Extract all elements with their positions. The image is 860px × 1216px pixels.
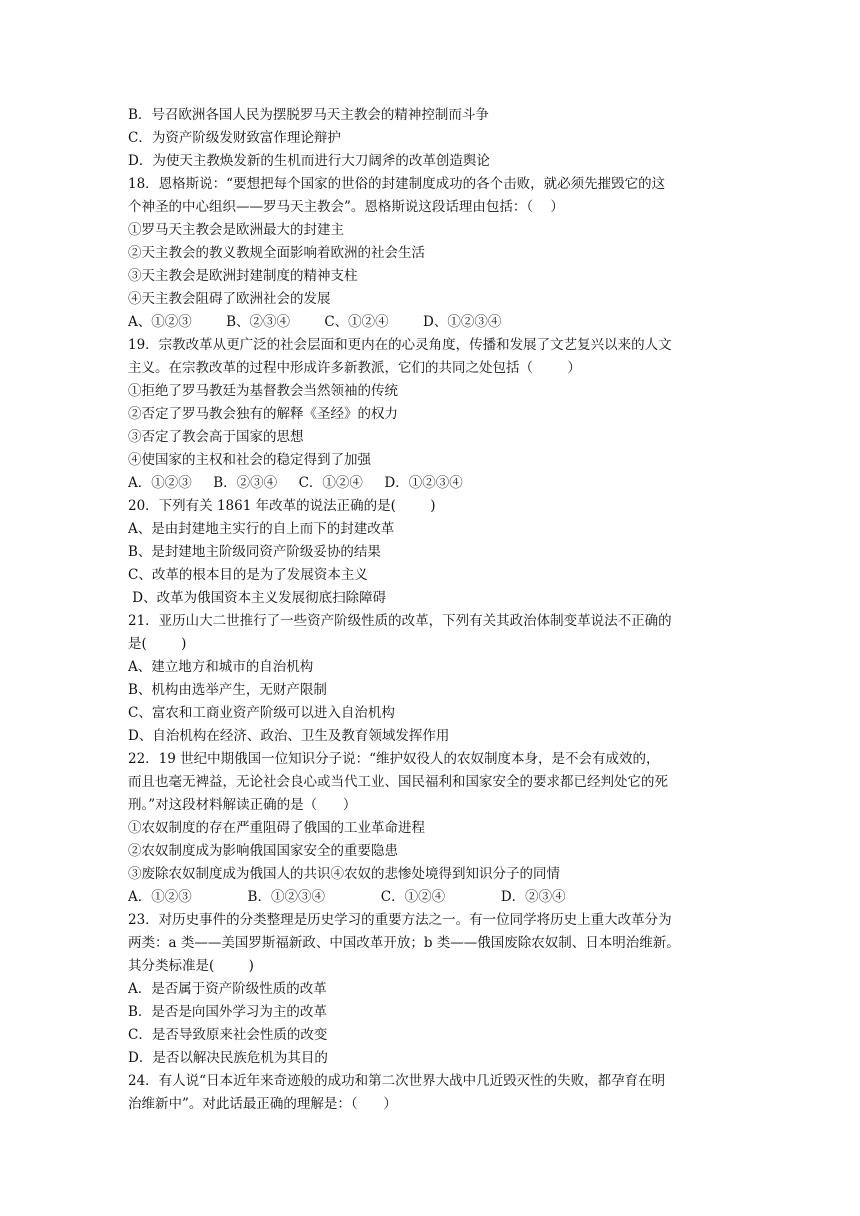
- question-21-line: 21．亚历山大二世推行了一些资产阶级性质的改革，下列有关其政治体制变革说法不正确的: [128, 613, 672, 629]
- text-line: 其分类标准是( ): [128, 958, 254, 974]
- text-line: ①罗马天主教会是欧洲最大的封建主: [128, 222, 344, 238]
- answer-options: A、①②③ B、②③④ C、①②④ D、①②③④: [128, 314, 502, 330]
- text-line: D．是否以解决民族危机为其目的: [128, 1050, 328, 1066]
- question-18-line: 18．恩格斯说：“要想把每个国家的世俗的封建制度成功的各个击败，就必须先摧毁它的这: [128, 176, 666, 192]
- text-line: B．号召欧洲各国人民为摆脱罗马天主教会的精神控制而斗争: [128, 107, 489, 123]
- text-line: C、富农和工商业资产阶级可以进入自治机构: [128, 705, 395, 721]
- text-line: A、是由封建地主实行的自上而下的封建改革: [128, 521, 395, 537]
- text-line: ③废除农奴制度成为俄国人的共识④农奴的悲惨处境得到知识分子的同情: [128, 866, 560, 882]
- text-line: B、机构由选举产生，无财产限制: [128, 682, 327, 698]
- question-24-line: 24．有人说“日本近年来奇迹般的成功和第二次世界大战中几近毁灭性的失败，都孕育在明: [128, 1073, 666, 1089]
- question-23-line: 23．对历史事件的分类整理是历史学习的重要方法之一。有一位同学将历史上重大改革分为: [128, 912, 672, 928]
- text-line: 治维新中”。对此话最正确的理解是：（ ）: [128, 1096, 397, 1112]
- text-line: 两类：a 类——美国罗斯福新政、中国改革开放；b 类——俄国废除农奴制、日本明治维新。: [128, 935, 680, 951]
- text-line: ③否定了教会高于国家的思想: [128, 429, 304, 445]
- text-line: A．是否属于资产阶级性质的改革: [128, 981, 327, 997]
- text-line: D．为使天主教焕发新的生机而进行大刀阔斧的改革创造舆论: [128, 153, 490, 169]
- text-line: C．是否导致原来社会性质的改变: [128, 1027, 328, 1043]
- text-line: ③天主教会是欧洲封建制度的精神支柱: [128, 268, 358, 284]
- text-line: B．是否是向国外学习为主的改革: [128, 1004, 327, 1020]
- text-line: D、自治机构在经济、政治、卫生及教育领域发挥作用: [128, 728, 450, 744]
- text-line: C．为资产阶级发财致富作理论辩护: [128, 130, 341, 146]
- text-line: 而且也毫无裨益，无论社会良心或当代工业、国民福利和国家安全的要求都已经判处它的死: [128, 774, 668, 790]
- text-line: ②农奴制度成为影响俄国国家安全的重要隐患: [128, 843, 398, 859]
- text-line: 是( ): [128, 636, 187, 652]
- text-line: B、是封建地主阶级同资产阶级妥协的结果: [128, 544, 381, 560]
- text-line: 个神圣的中心组织——罗马天主教会”。恩格斯说这段话理由包括：（ ）: [128, 199, 564, 215]
- text-line: ②否定了罗马教会独有的解释《圣经》的权力: [128, 406, 398, 422]
- answer-options: A．①②③ B．②③④ C．①②④ D．①②③④: [128, 475, 463, 491]
- question-19-line: 19．宗教改革从更广泛的社会层面和更内在的心灵角度，传播和发展了文艺复兴以来的人文: [128, 337, 672, 353]
- text-line: A、建立地方和城市的自治机构: [128, 659, 314, 675]
- text-line: D、改革为俄国资本主义发展彻底扫除障碍: [128, 590, 387, 606]
- text-line: C、改革的根本目的是为了发展资本主义: [128, 567, 368, 583]
- text-line: ④使国家的主权和社会的稳定得到了加强: [128, 452, 371, 468]
- text-line: ④天主教会阻碍了欧洲社会的发展: [128, 291, 331, 307]
- text-line: 刑。”对这段材料解读正确的是（ ）: [128, 797, 357, 813]
- question-22-line: 22．19 世纪中期俄国一位知识分子说：“维护奴役人的农奴制度本身，是不会有成效的，: [128, 751, 660, 767]
- text-line: ①拒绝了罗马教廷为基督教会当然领袖的传统: [128, 383, 398, 399]
- text-line: ①农奴制度的存在严重阻碍了俄国的工业革命进程: [128, 820, 425, 836]
- text-line: 主义。在宗教改革的过程中形成许多新教派，它们的共同之处包括（ ）: [128, 360, 581, 376]
- question-20-line: 20．下列有关 1861 年改革的说法正确的是( ): [128, 498, 436, 514]
- text-line: ②天主教会的教义教规全面影响着欧洲的社会生活: [128, 245, 425, 261]
- answer-options: A．①②③ B．①②③④ C．①②④ D．②③④: [128, 889, 566, 905]
